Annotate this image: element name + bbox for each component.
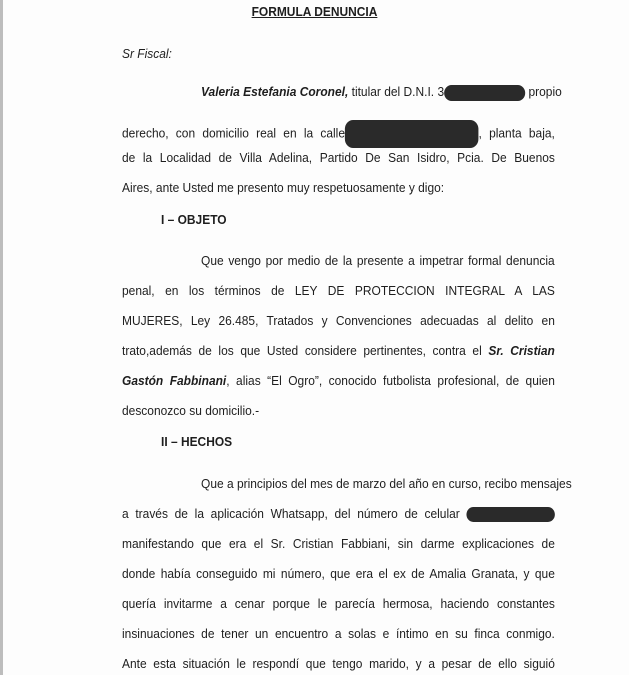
text-segment: derecho, con domicilio real en la calle <box>122 125 345 141</box>
text-segment: Aires, ante Usted me presento muy respetuosamente y digo: <box>122 180 445 195</box>
text-segment: desconozco su domicilio.- <box>122 403 260 418</box>
text-line <box>122 283 555 299</box>
text-segment: a través de la aplicación Whatsapp, del número de celular <box>122 506 467 521</box>
text-line <box>122 403 555 419</box>
text-segment: penal, en los términos de LEY DE PROTECCION INTEGRAL A LAS <box>122 283 555 298</box>
redaction-mark <box>345 120 479 148</box>
text-line <box>122 150 555 166</box>
text-line <box>122 343 555 359</box>
text-line <box>122 596 555 612</box>
text-segment: Que vengo por medio de la presente a impetrar formal denuncia <box>201 253 555 268</box>
text-line <box>122 656 555 672</box>
text-line <box>122 120 555 148</box>
text-segment: Gastón Fabbinani <box>122 373 227 388</box>
text-segment: titular del D.N.I. 3 <box>348 84 445 99</box>
document-title: FORMULA DENUNCIA <box>251 4 378 19</box>
text-segment: quería invitarme a cenar porque le parecía hermosa, haciendo constantes <box>122 596 555 611</box>
section-heading-hechos: II – HECHOS <box>161 434 233 449</box>
page-edge <box>0 0 3 675</box>
text-segment: trato,además de los que Usted considere pertinentes, contra el <box>122 343 489 358</box>
redaction-mark <box>444 85 525 101</box>
text-segment: Ante esta situación le respondí que tengo marido, y a pesar de ello siguió <box>122 656 555 671</box>
text-segment: MUJERES, Ley 26.485, Tratados y Convenciones adecuadas al delito en <box>122 313 555 328</box>
text-line <box>201 476 572 492</box>
text-segment: , alias “El Ogro”, conocido futbolista profesional, de quien <box>226 373 555 388</box>
text-line <box>201 84 562 101</box>
text-segment: Valeria Estefania Coronel, <box>201 84 349 99</box>
text-line <box>122 626 555 642</box>
text-segment: Que a principios del mes de marzo del año en curso, recibo mensajes <box>201 476 572 491</box>
text-line <box>201 253 555 269</box>
text-segment: donde había conseguido mi número, que era el ex de Amalia Granata, y que <box>122 566 555 581</box>
text-segment: de la Localidad de Villa Adelina, Partido De San Isidro, Pcia. De Buenos <box>122 150 555 165</box>
text-line <box>122 373 555 389</box>
text-line <box>122 536 555 552</box>
text-line <box>122 506 555 522</box>
salutation: Sr Fiscal: <box>122 46 172 61</box>
text-line <box>122 180 555 196</box>
redaction-mark <box>466 507 554 522</box>
text-segment: insinuaciones de tener un encuentro a solas e íntimo en su finca conmigo. <box>122 626 555 641</box>
text-segment: manifestando que era el Sr. Cristian Fabbiani, sin darme explicaciones de <box>122 536 555 551</box>
text-segment: propio <box>525 84 562 99</box>
text-line <box>122 566 555 582</box>
text-line <box>122 313 555 329</box>
text-segment: Sr. Cristian <box>488 343 555 358</box>
section-heading-objeto: I – OBJETO <box>161 212 227 227</box>
text-segment: , planta baja, <box>478 125 555 141</box>
